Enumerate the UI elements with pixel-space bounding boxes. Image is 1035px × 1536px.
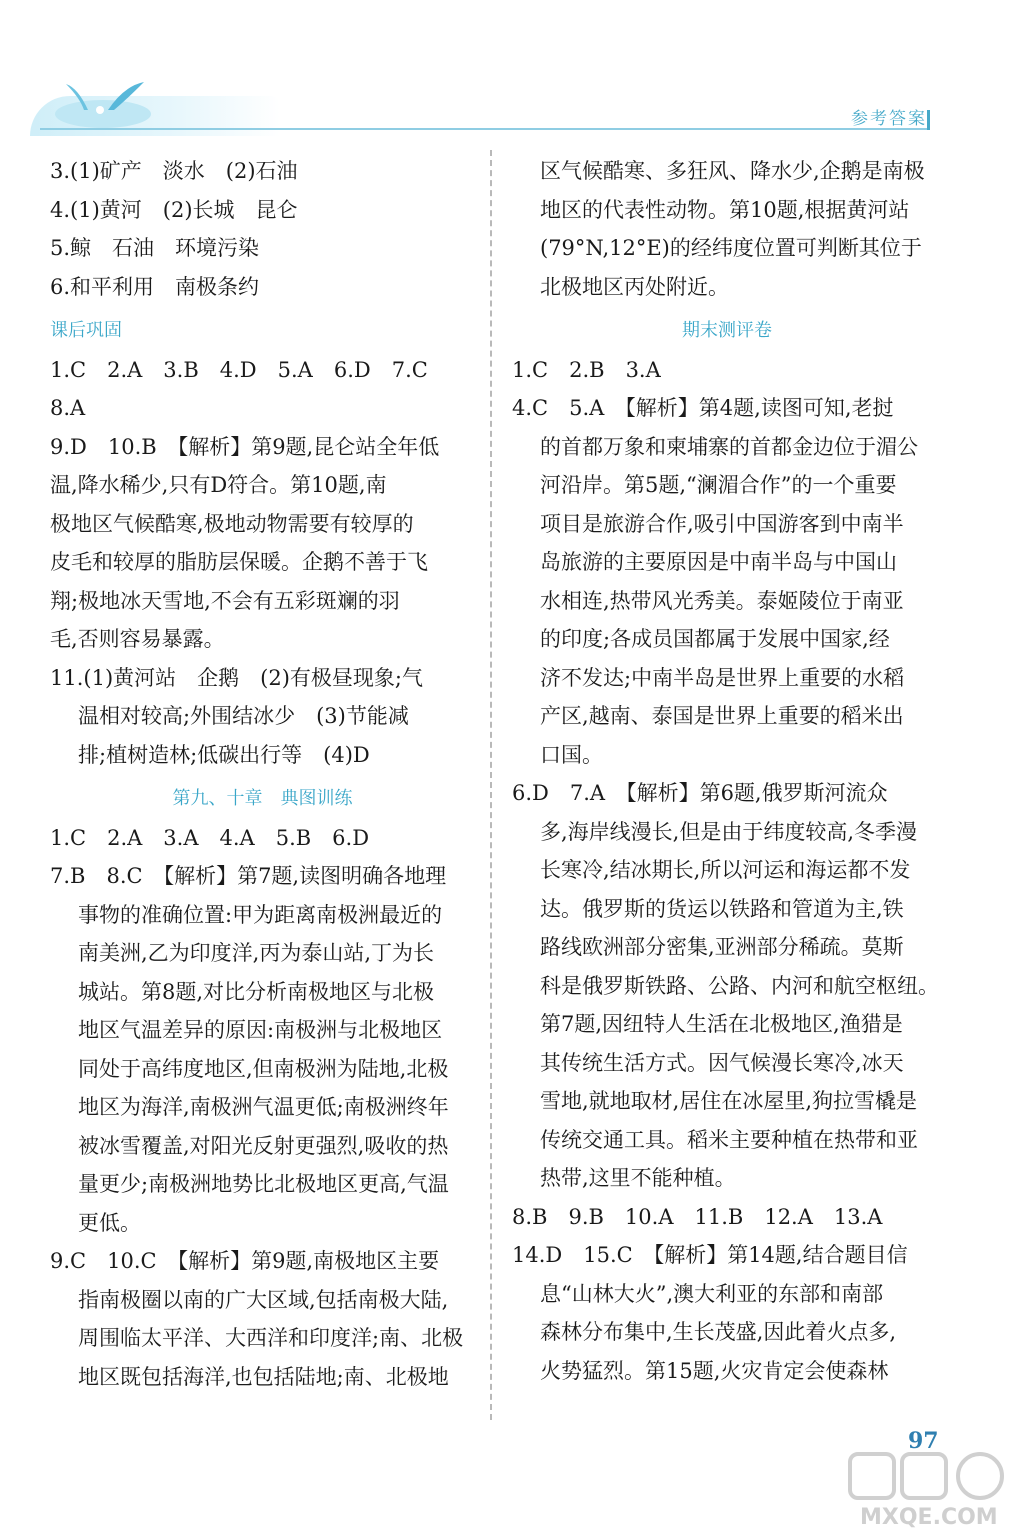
right-answer-line: 热带,这里不能种植。	[540, 1166, 736, 1190]
left-answer-line: 皮毛和较厚的脂肪层保暖。企鹅不善于飞	[50, 550, 428, 574]
right-answer-line: 火势猛烈。第15题,火灾肯定会使森林	[540, 1358, 889, 1383]
left-answer-line: 8.A	[50, 396, 86, 420]
left-answer-line: 同处于高纬度地区,但南极洲为陆地,北极	[78, 1056, 449, 1081]
page-header	[0, 0, 1035, 140]
left-answer-line: 地区既包括海洋,也包括陆地;南、北极地	[78, 1364, 449, 1389]
left-answer-line: 翔;极地冰天雪地,不会有五彩斑斓的羽	[50, 588, 400, 613]
right-section-heading: 期末测评卷	[682, 320, 772, 341]
left-answer-line: 地区为海洋,南极洲气温更低;南极洲终年	[78, 1095, 449, 1119]
header-rule	[40, 128, 930, 130]
section-label: 参考答案	[851, 109, 927, 129]
right-answer-line: 多,海岸线漫长,但是由于纬度较高,冬季漫	[540, 819, 918, 844]
right-answer-line: 6.D 7.A 【解析】第6题,俄罗斯河流众	[512, 781, 888, 805]
left-answer-line: 量更少;南极洲地势比北极地区更高,气温	[78, 1172, 449, 1196]
watermark-logo	[840, 1450, 1030, 1532]
left-answer-line: 排;植树造林;低碳出行等 (4)D	[78, 742, 370, 767]
right-answer-line: 传统交通工具。稻米主要种植在热带和亚	[540, 1127, 918, 1152]
left-answer-line: 南美洲,乙为印度洋,丙为泰山站,丁为长	[78, 941, 435, 965]
right-answer-line: 岛旅游的主要原因是中南半岛与中国山	[540, 550, 897, 574]
left-answer-line: 3.(1)矿产 淡水 (2)石油	[50, 159, 298, 183]
right-answer-line: (79°N,12°E)的经纬度位置可判断其位于	[540, 236, 922, 260]
right-answer-line: 口国。	[540, 742, 603, 767]
right-answer-line: 路线欧洲部分密集,亚洲部分稀疏。莫斯	[540, 935, 904, 959]
left-answer-line: 5.鲸 石油 环境污染	[50, 236, 260, 260]
right-answer-line: 8.B 9.B 10.A 11.B 12.A 13.A	[512, 1204, 883, 1229]
right-answer-line: 其传统生活方式。因气候漫长寒冷,冰天	[540, 1050, 904, 1075]
right-answer-line: 产区,越南、泰国是世界上重要的稻米出	[540, 704, 904, 728]
right-answer-line: 的首都万象和柬埔寨的首都金边位于湄公	[540, 434, 918, 459]
right-answer-line: 14.D 15.C 【解析】第14题,结合题目信	[512, 1243, 908, 1267]
right-answer-line: 水相连,热带风光秀美。泰姬陵位于南亚	[540, 588, 904, 613]
left-answer-line: 温,降水稀少,只有D符合。第10题,南	[50, 473, 387, 497]
left-answer-line: 毛,否则容易暴露。	[50, 627, 225, 651]
right-answer-line: 森林分布集中,生长茂盛,因此着火点多,	[540, 1320, 897, 1344]
page-number: 97	[908, 1428, 939, 1454]
left-answer-line: 事物的准确位置:甲为距离南极洲最近的	[78, 902, 443, 927]
left-answer-line: 9.C 10.C 【解析】第9题,南极地区主要	[50, 1249, 440, 1273]
right-answer-line: 北极地区丙处附近。	[540, 274, 729, 299]
left-answer-line: 7.B 8.C 【解析】第7题,读图明确各地理	[50, 864, 447, 888]
left-answer-line: 6.和平利用 南极条约	[50, 274, 260, 299]
svg-text:MXQE.COM: MXQE.COM	[860, 1505, 998, 1530]
right-answer-line: 长寒冷,结冰期长,所以河运和海运都不发	[540, 858, 911, 882]
left-answer-line: 周围临太平洋、大西洋和印度洋;南、北极	[78, 1326, 464, 1350]
left-answer-line: 4.(1)黄河 (2)长城 昆仑	[50, 197, 298, 222]
header-tick	[927, 110, 930, 130]
left-answer-line: 被冰雪覆盖,对阳光反射更强烈,吸收的热	[78, 1133, 449, 1158]
right-answer-line: 第7题,因纽特人生活在北极地区,渔猎是	[540, 1012, 903, 1036]
left-section-heading: 第九、十章 典图训练	[172, 788, 353, 809]
right-answer-line: 区气候酷寒、多狂风、降水少,企鹅是南极	[540, 159, 925, 183]
right-answer-line: 河沿岸。第5题,“澜湄合作”的一个重要	[540, 473, 897, 497]
left-answer-line: 更低。	[78, 1210, 141, 1235]
left-answer-line: 城站。第8题,对比分析南极地区与北极	[78, 979, 435, 1004]
left-answer-line: 温相对较高;外围结冰少 (3)节能减	[78, 704, 409, 728]
right-answer-line: 雪地,就地取材,居住在冰屋里,狗拉雪橇是	[540, 1089, 918, 1113]
right-answer-line: 科是俄罗斯铁路、公路、内河和航空枢纽。	[540, 973, 939, 998]
right-answer-line: 济不发达;中南半岛是世界上重要的水稻	[540, 665, 905, 690]
left-section-heading: 课后巩固	[50, 320, 122, 341]
right-answer-line: 项目是旅游合作,吸引中国游客到中南半	[540, 511, 904, 536]
right-answer-line: 4.C 5.A 【解析】第4题,读图可知,老挝	[512, 396, 894, 420]
right-column	[512, 152, 942, 1390]
left-answer-line: 11.(1)黄河站 企鹅 (2)有极昼现象;气	[50, 665, 423, 690]
right-answer-line: 息“山林大火”,澳大利亚的东部和南部	[540, 1281, 884, 1306]
left-answer-line: 1.C 2.A 3.A 4.A 5.B 6.D	[50, 825, 370, 850]
right-answer-line: 1.C 2.B 3.A	[512, 357, 661, 382]
left-answer-line: 1.C 2.A 3.B 4.D 5.A 6.D 7.C	[50, 357, 428, 382]
left-answer-line: 地区气温差异的原因:南极洲与北极地区	[78, 1018, 443, 1042]
left-answer-line: 9.D 10.B 【解析】第9题,昆仑站全年低	[50, 434, 440, 459]
left-answer-line: 指南极圈以南的广大区域,包括南极大陆,	[78, 1287, 449, 1312]
right-answer-line: 达。俄罗斯的货运以铁路和管道为主,铁	[540, 896, 904, 921]
right-answer-line: 地区的代表性动物。第10题,根据黄河站	[540, 197, 910, 222]
right-answer-line: 的印度;各成员国都属于发展中国家,经	[540, 627, 890, 651]
left-answer-line: 极地区气候酷寒,极地动物需要有较厚的	[50, 511, 414, 536]
left-column	[50, 152, 475, 1396]
column-divider	[490, 150, 492, 1420]
